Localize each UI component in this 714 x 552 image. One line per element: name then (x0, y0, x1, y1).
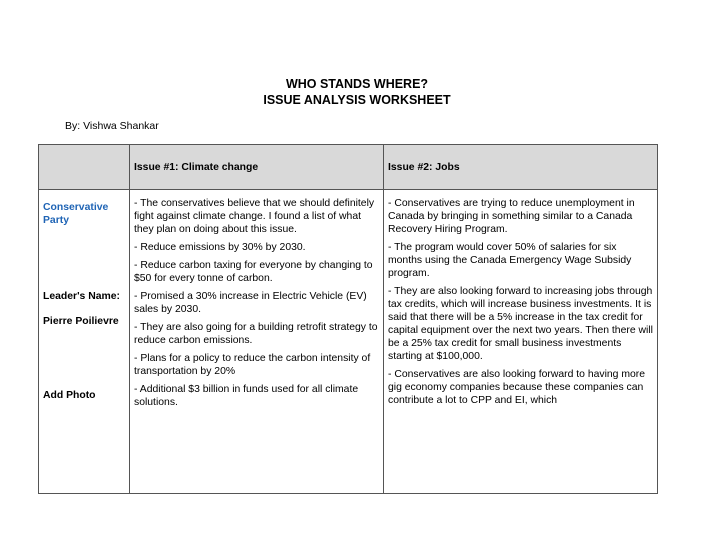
climate-point: - Promised a 30% increase in Electric Vehicle (EV) sales by 2030. (134, 291, 367, 315)
worksheet-title-line-2: ISSUE ANALYSIS WORKSHEET (263, 93, 451, 107)
climate-point: - They are also going for a building retrofit strategy to reduce carbon emissions. (134, 322, 378, 346)
climate-point: - The conservatives believe that we should definitely fight against climate change. I found a list of what they plan on doing about this issue. (134, 198, 375, 235)
climate-point: - Reduce carbon taxing for everyone by changing to $50 for every tonne of carbon. (134, 260, 373, 284)
add-photo-label: Add Photo (43, 390, 96, 401)
header-cell-issue-2: Issue #2: Jobs (384, 145, 658, 190)
leader-label: Leader's Name: (43, 291, 120, 302)
header-cell-party (39, 145, 130, 190)
jobs-point: - Conservatives are also looking forward to having more gig economy companies because these companies can contribute a lot to CPP and EI, which (388, 369, 646, 406)
climate-point: - Reduce emissions by 30% by 2030. (134, 242, 306, 253)
party-cell (39, 190, 130, 494)
leader-name: Pierre Poilievre (43, 316, 119, 327)
party-name: Conservative Party (43, 202, 109, 226)
jobs-point: - The program would cover 50% of salaries for six months using the Canada Emergency Wage Subsidy program. (388, 242, 632, 279)
jobs-point: - Conservatives are trying to reduce unemployment in Canada by bringing in something similar to a Canada Recovery Hiring Program. (388, 198, 635, 235)
climate-point: - Additional $3 billion in funds used for all climate solutions. (134, 384, 359, 408)
jobs-cell (384, 190, 658, 494)
worksheet-title-line-1: WHO STANDS WHERE? (285, 77, 429, 91)
jobs-point: - They are also looking forward to increasing jobs through tax credits, which will increase business investments. It is said that there will be a 5% increase in the tax credit for capital equipment over the next two years. Then there will be a 25% tax credit for small business investments starting at $100,000. (388, 286, 653, 362)
issue-analysis-table (38, 144, 658, 494)
table-row-conservative (39, 190, 658, 494)
author-byline: By: Vishwa Shankar (65, 120, 159, 132)
climate-change-cell (130, 190, 384, 494)
climate-point: - Plans for a policy to reduce the carbon intensity of transportation by 20% (134, 353, 371, 377)
table-header-row (39, 145, 658, 190)
header-cell-issue-1: Issue #1: Climate change (130, 145, 384, 190)
